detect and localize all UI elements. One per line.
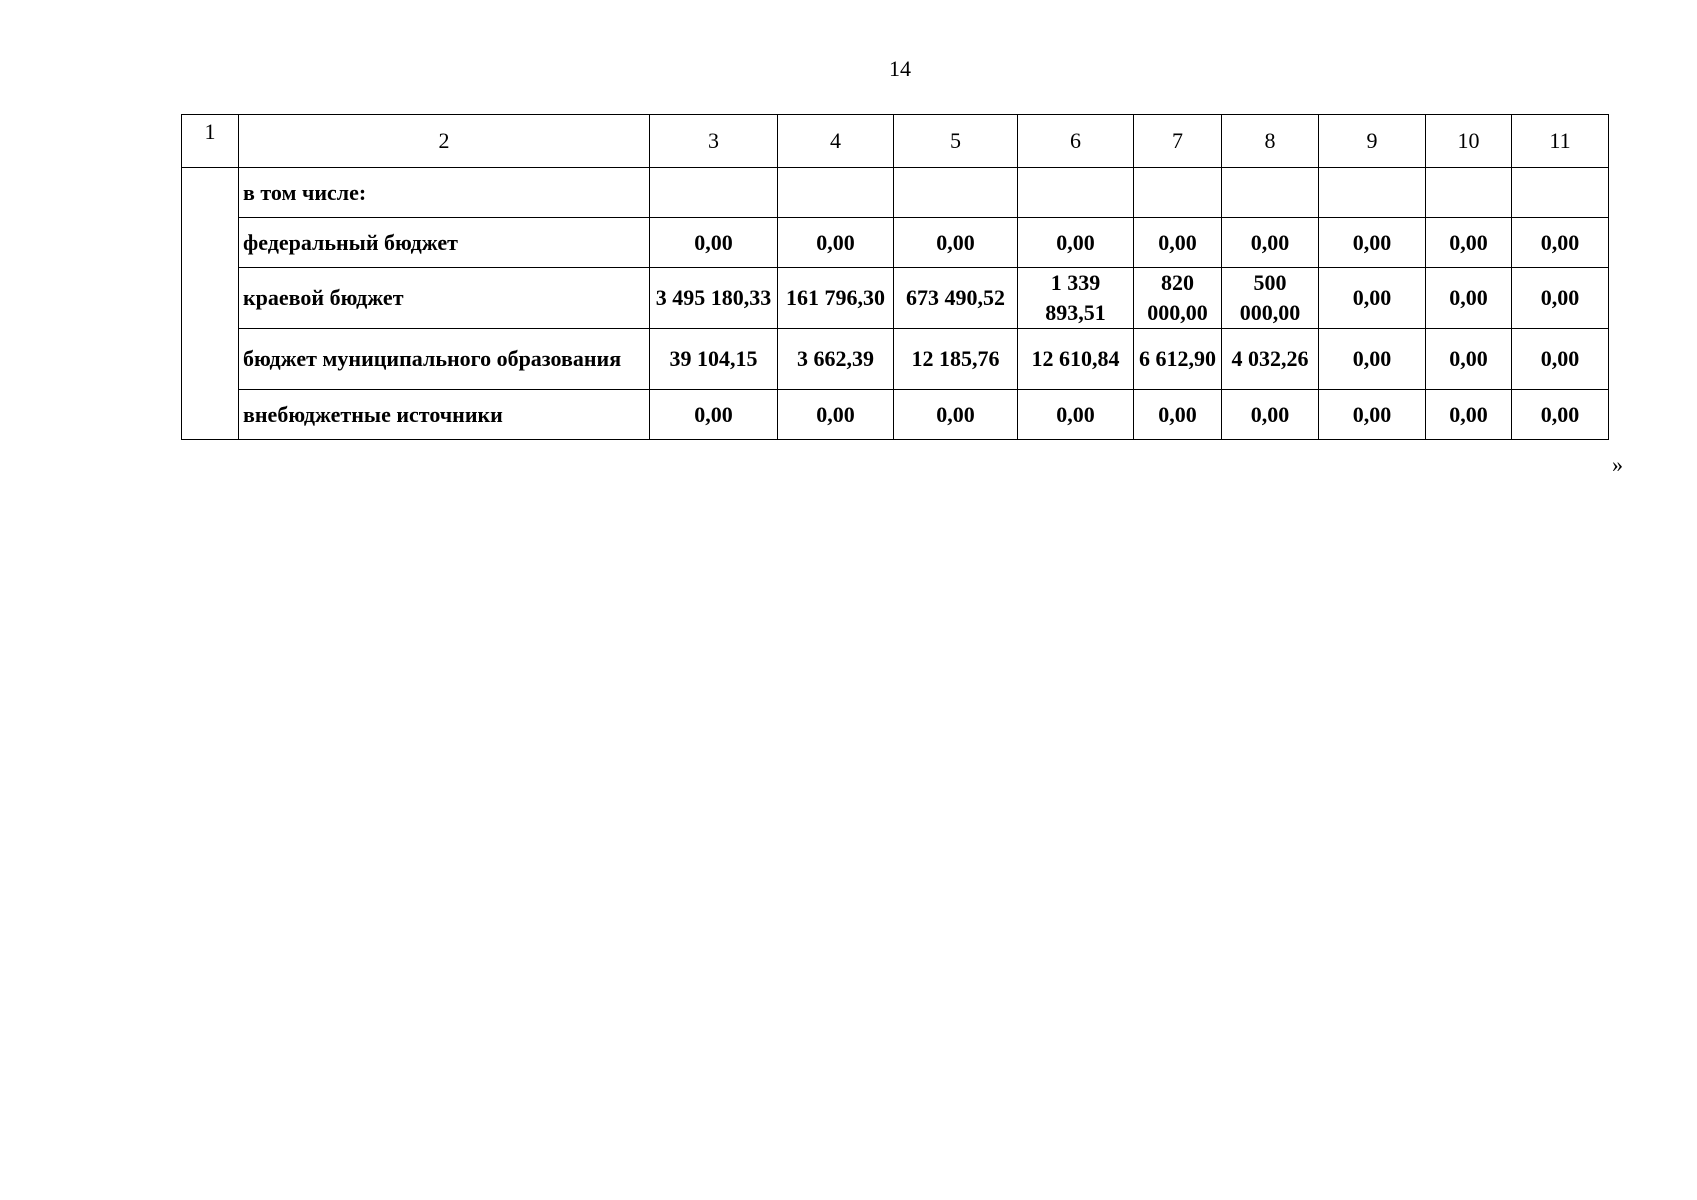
table-row	[182, 268, 1609, 329]
column-header: 10	[1426, 115, 1512, 168]
page-number: 14	[889, 56, 911, 81]
table-cell: 1 339 893,51	[1018, 268, 1134, 329]
row-label: краевой бюджет	[239, 268, 650, 329]
table-cell: 0,00	[778, 390, 894, 440]
table-cell	[1134, 168, 1222, 218]
table-cell: 0,00	[1512, 329, 1609, 390]
column-header: 2	[239, 115, 650, 168]
table-row	[182, 390, 1609, 440]
table-cell: 0,00	[1512, 268, 1609, 329]
table-row	[182, 168, 1609, 218]
row-label: бюджет муниципального образования	[239, 329, 650, 390]
table-cell: 0,00	[1319, 390, 1426, 440]
table-cell: 0,00	[1512, 218, 1609, 268]
table-cell: 0,00	[1512, 390, 1609, 440]
column-header: 1	[182, 115, 239, 168]
table-cell: 0,00	[1319, 329, 1426, 390]
table-row	[182, 329, 1609, 390]
column-header: 4	[778, 115, 894, 168]
column-header: 11	[1512, 115, 1609, 168]
table-cell: 0,00	[1018, 218, 1134, 268]
row-label: в том числе:	[239, 168, 650, 218]
table-cell: 500 000,00	[1222, 268, 1319, 329]
table-cell: 0,00	[1426, 218, 1512, 268]
table-cell	[650, 168, 778, 218]
table-cell: 3 662,39	[778, 329, 894, 390]
table-cell: 161 796,30	[778, 268, 894, 329]
table-cell: 673 490,52	[894, 268, 1018, 329]
table-cell: 12 185,76	[894, 329, 1018, 390]
table-cell: 6 612,90	[1134, 329, 1222, 390]
table-cell: 0,00	[1426, 268, 1512, 329]
column-header: 7	[1134, 115, 1222, 168]
column-header: 5	[894, 115, 1018, 168]
table-cell: 0,00	[1426, 390, 1512, 440]
table-cell: 12 610,84	[1018, 329, 1134, 390]
table-cell	[1512, 168, 1609, 218]
table-cell: 0,00	[1426, 329, 1512, 390]
row-label: федеральный бюджет	[239, 218, 650, 268]
table-cell: 0,00	[1222, 218, 1319, 268]
table-cell: 820 000,00	[1134, 268, 1222, 329]
column-header: 8	[1222, 115, 1319, 168]
column-header: 6	[1018, 115, 1134, 168]
header-row	[182, 115, 1609, 168]
table-cell	[1222, 168, 1319, 218]
table-cell: 0,00	[778, 218, 894, 268]
table-cell	[894, 168, 1018, 218]
table-cell: 0,00	[894, 390, 1018, 440]
table-row	[182, 218, 1609, 268]
table-cell: 4 032,26	[1222, 329, 1319, 390]
row-label: внебюджетные источники	[239, 390, 650, 440]
row-number-cell	[182, 168, 239, 440]
table-cell: 0,00	[1134, 218, 1222, 268]
table-cell: 0,00	[1319, 218, 1426, 268]
table-cell: 3 495 180,33	[650, 268, 778, 329]
closing-quote: »	[1612, 452, 1623, 477]
table-cell	[778, 168, 894, 218]
table-cell: 0,00	[894, 218, 1018, 268]
budget-table	[181, 114, 1609, 440]
table-cell: 0,00	[1222, 390, 1319, 440]
table-cell: 39 104,15	[650, 329, 778, 390]
column-header: 9	[1319, 115, 1426, 168]
table-cell: 0,00	[650, 390, 778, 440]
table-cell: 0,00	[1319, 268, 1426, 329]
column-header: 3	[650, 115, 778, 168]
table-cell: 0,00	[650, 218, 778, 268]
table-cell	[1426, 168, 1512, 218]
table-cell: 0,00	[1018, 390, 1134, 440]
table-cell	[1319, 168, 1426, 218]
table-cell	[1018, 168, 1134, 218]
table-cell: 0,00	[1134, 390, 1222, 440]
